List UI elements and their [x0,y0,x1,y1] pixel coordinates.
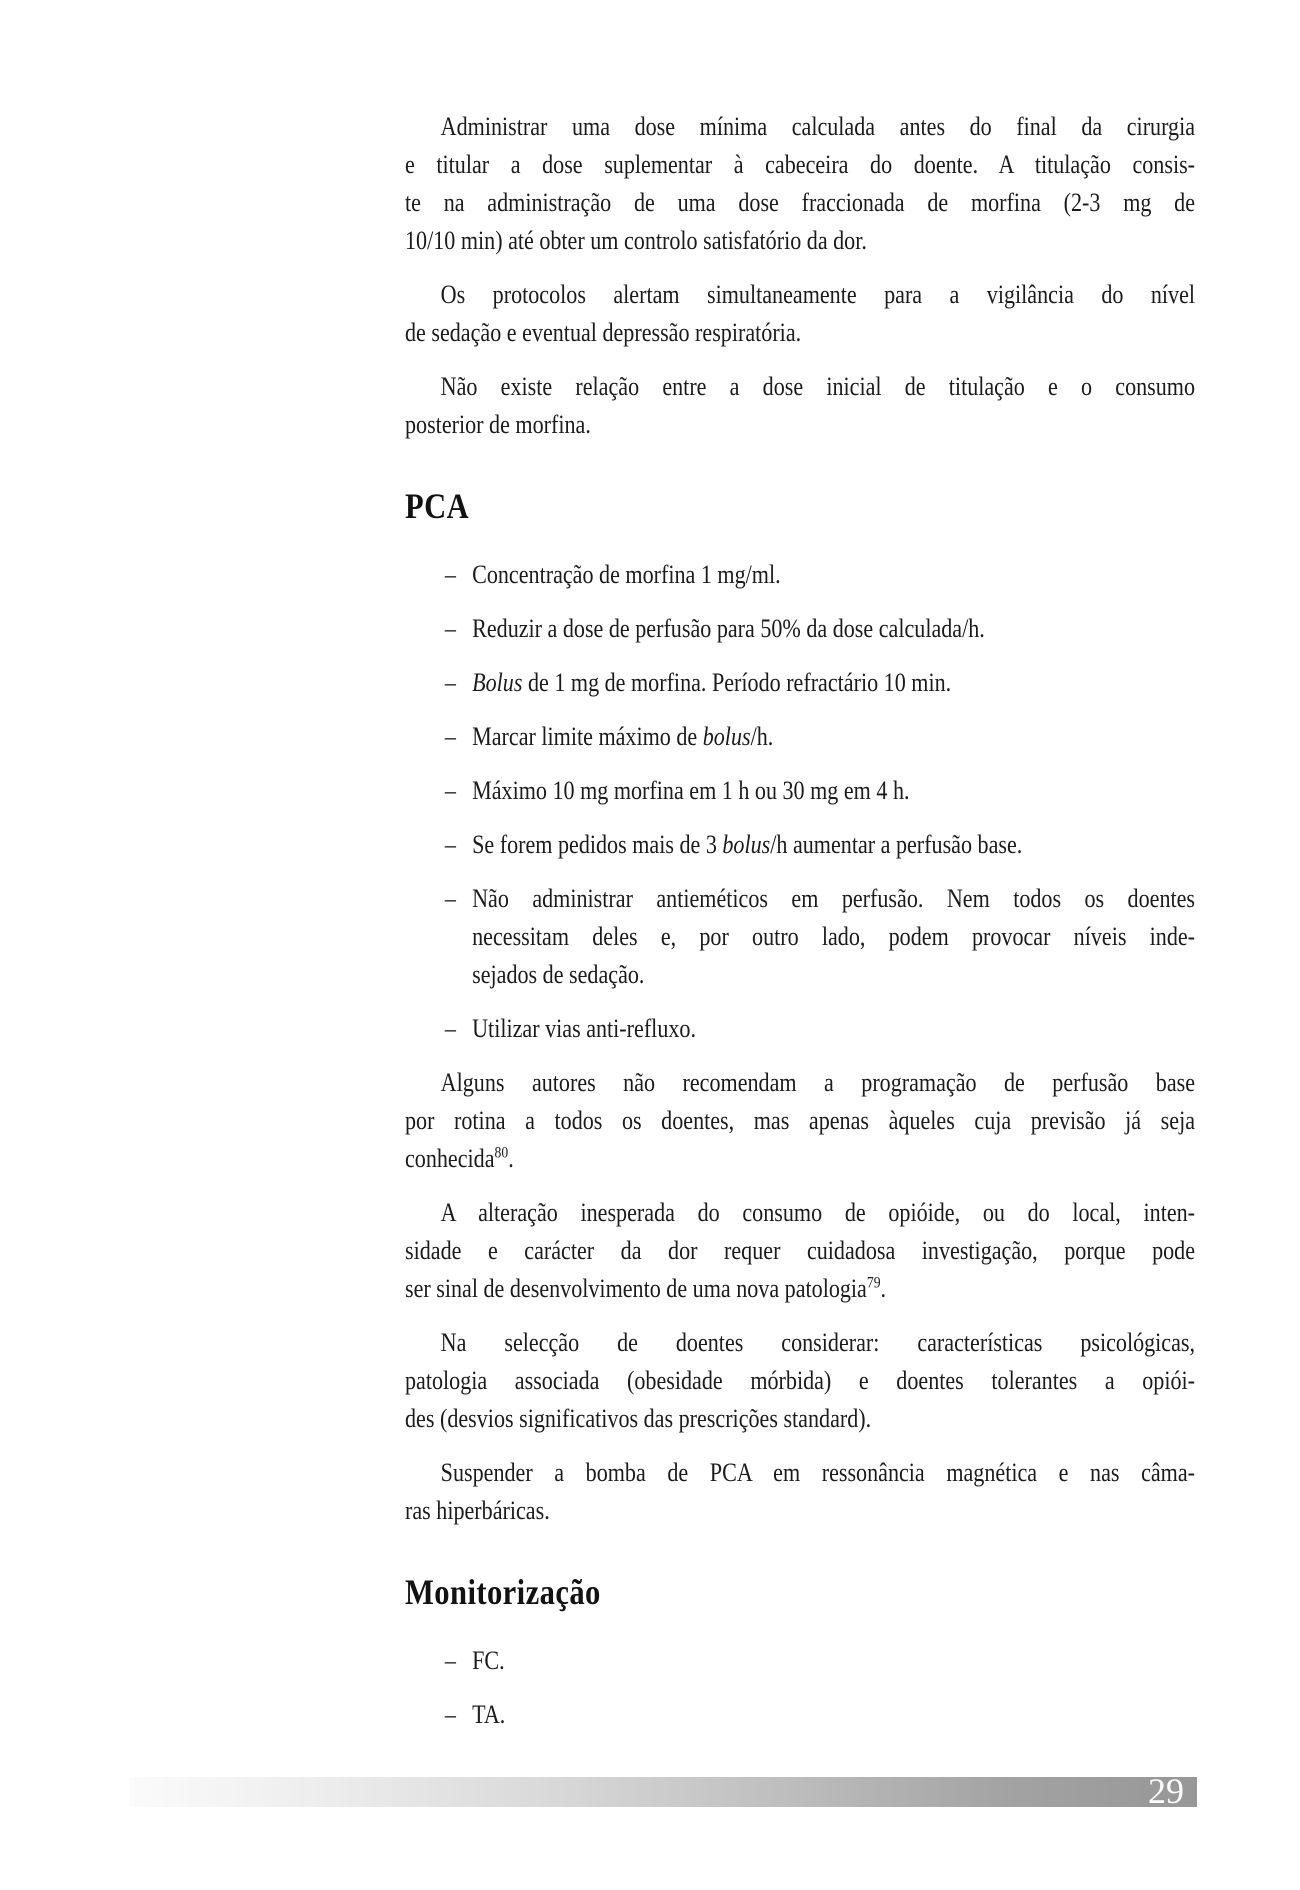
bullet-item [405,880,1195,994]
text-line: Utilizar vias anti-refluxo. [472,1014,696,1043]
bullet-dash: – [444,560,456,589]
text-line: Na selecção de doentes considerar: características psicológicas, [440,1328,1196,1357]
bullet-dash: – [444,776,456,805]
bullet-dash: – [444,668,456,697]
bullet-item [405,610,1195,648]
text-line: posterior de morfina. [405,410,591,439]
text-line: por rotina a todos os doentes, mas apenas àqueles cuja previsão já seja [405,1106,1196,1135]
text-line: 10/10 min) até obter um controlo satisfatório da dor. [405,226,867,255]
text-line: Não existe relação entre a dose inicial de titulação e o consumo [440,372,1196,401]
bullet-item [405,1010,1195,1048]
text-line: Suspender a bomba de PCA em ressonância magnética e nas câma- [440,1458,1196,1487]
bullet-dash: – [444,614,456,643]
text-line: Marcar limite máximo de bolus/h. [472,722,774,751]
text-line: conhecida$^{80}$. [405,1144,514,1173]
text-line: Concentração de morfina 1 mg/ml. [472,560,781,589]
bullet-item [405,772,1195,810]
bullet-dash: – [444,1014,456,1043]
text-line: patologia associada (obesidade mórbida) e doentes tolerantes a opiói- [405,1366,1196,1395]
paragraph [405,1064,1195,1178]
paragraph [405,368,1195,444]
text-line: Reduzir a dose de perfusão para 50% da dose calculada/h. [472,614,985,643]
bullet-item [405,1642,1195,1680]
bullet-dash: – [444,830,456,859]
bullet-item [405,664,1195,702]
text-line: Bolus de 1 mg de morfina. Período refractário 10 min. [472,668,952,697]
text-line: ser sinal de desenvolvimento de uma nova patologia$^{79}$. [405,1274,887,1303]
text-line: te na administração de uma dose fraccionada de morfina (2-3 mg de [405,188,1196,217]
page-content [405,0,1195,1734]
text-line: ras hiperbáricas. [405,1496,550,1525]
text-line: Alguns autores não recomendam a programação de perfusão base [440,1068,1196,1097]
text-line: de sedação e eventual depressão respiratória. [405,318,802,347]
page-number: 29 [1148,1771,1184,1811]
footer-bar [130,1771,1197,1811]
text-line: sejados de sedação. [472,960,645,989]
section-heading: Monitorização [405,1572,601,1612]
section-heading: PCA [405,486,470,526]
bullet-item [405,718,1195,756]
bullet-dash: – [444,884,456,913]
text-line: A alteração inesperada do consumo de opióide, ou do local, inten- [440,1198,1196,1227]
paragraph [405,1324,1195,1438]
text-line: TA. [472,1700,506,1729]
paragraph [405,108,1195,260]
text-line: Máximo 10 mg morfina em 1 h ou 30 mg em 4 h. [472,776,910,805]
text-line: e titular a dose suplementar à cabeceira do doente. A titulação consis- [405,150,1196,179]
bullet-item [405,1696,1195,1734]
text-line: sidade e carácter da dor requer cuidadosa investigação, porque pode [405,1236,1196,1265]
bullet-item [405,826,1195,864]
bullet-dash: – [444,722,456,751]
paragraph [405,1194,1195,1308]
bullet-dash: – [444,1646,456,1675]
text-line: Administrar uma dose mínima calculada antes do final da cirurgia [440,112,1196,141]
text-line: Se forem pedidos mais de 3 bolus/h aumentar a perfusão base. [472,830,1023,859]
bullet-item [405,556,1195,594]
paragraph [405,1454,1195,1530]
text-line: Não administrar antieméticos em perfusão. Nem todos os doentes [472,884,1196,913]
text-line: des (desvios significativos das prescrições standard). [405,1404,872,1433]
text-line: Os protocolos alertam simultaneamente para a vigilância do nível [440,280,1196,309]
paragraph [405,276,1195,352]
bullet-dash: – [444,1700,456,1729]
text-line: FC. [472,1646,505,1675]
text-line: necessitam deles e, por outro lado, podem provocar níveis inde- [472,922,1196,951]
